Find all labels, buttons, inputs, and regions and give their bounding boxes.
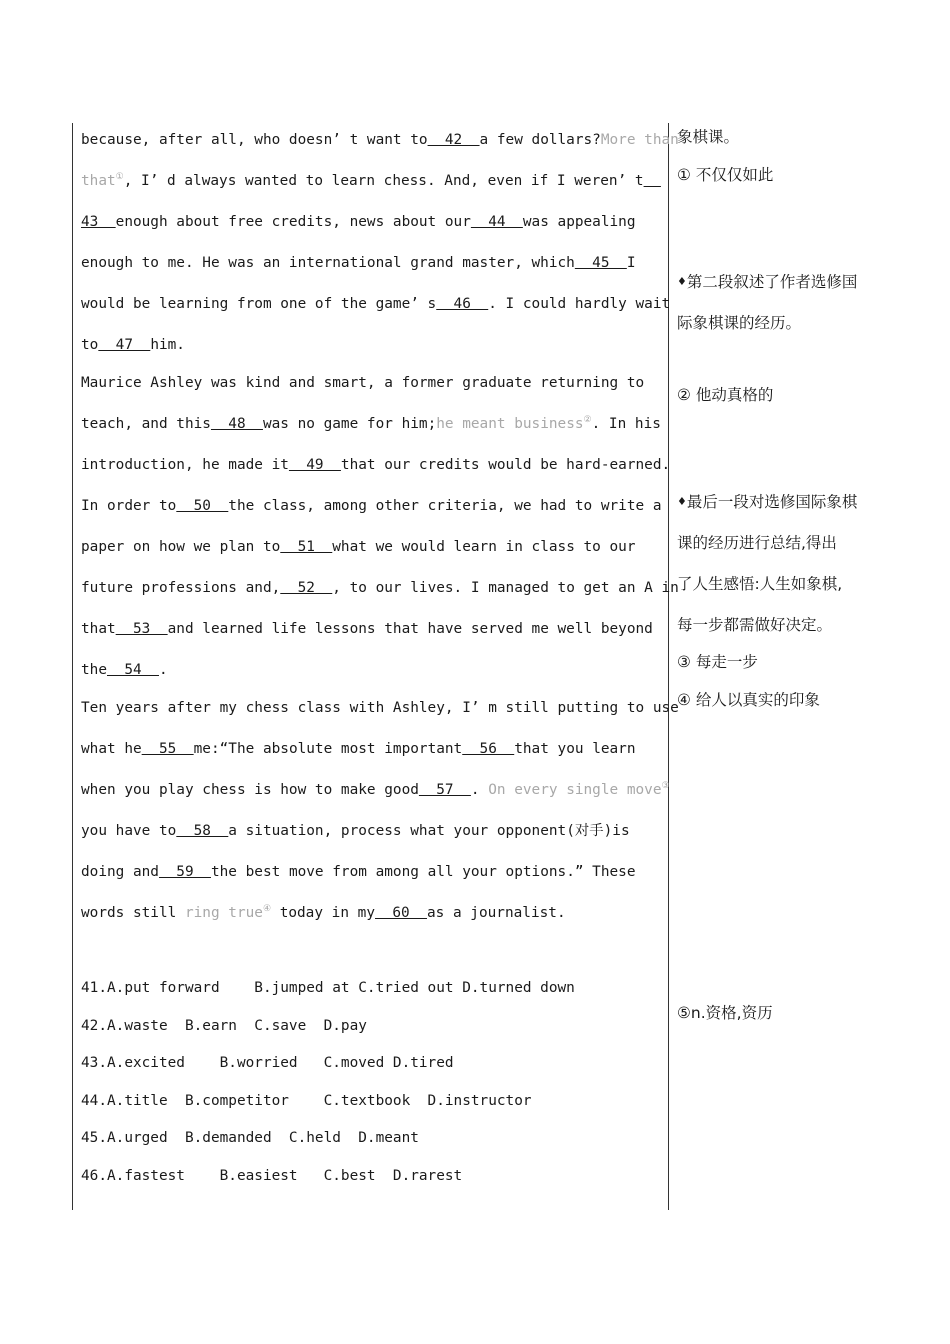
text: as a journalist.: [426, 905, 566, 921]
annotated-phrase-3: On every single move: [488, 782, 662, 798]
text: 课的经历进行总结,得出: [677, 534, 837, 552]
option-row-45[interactable]: 45.A.urged B.demanded C.held D.meant: [81, 1130, 419, 1147]
text: Ten years after my chess class with Ashley, I’ m still putting to use: [81, 700, 679, 716]
passage-line: [81, 120, 679, 161]
blank-51[interactable]: 51: [280, 539, 333, 555]
blank-60[interactable]: 60: [375, 905, 427, 921]
text: Maurice Ashley was kind and smart, a former graduate returning to: [81, 375, 645, 391]
column-divider-line: [668, 123, 669, 1210]
note-paragraph-2-summary: [677, 261, 942, 344]
blank-57[interactable]: 57: [418, 782, 471, 798]
passage-line: [81, 852, 663, 893]
text: that: [81, 621, 116, 637]
text: the: [81, 662, 107, 678]
passage-line: [81, 202, 663, 243]
text: that you learn: [514, 741, 636, 757]
passage-line: [81, 770, 670, 811]
passage-line: [81, 243, 663, 284]
text: him.: [150, 337, 185, 353]
text: 每一步都需做好决定。: [677, 616, 833, 634]
text: . I could hardly wait: [488, 296, 671, 312]
passage-line: [81, 325, 663, 366]
text: was no game for him;: [262, 416, 437, 432]
passage-line: [81, 688, 679, 729]
passage-line: [81, 284, 671, 325]
blank-43[interactable]: 43: [81, 214, 116, 230]
blank-52[interactable]: 52: [280, 580, 333, 596]
text: paper on how we plan to: [81, 539, 281, 555]
text: a few dollars?: [479, 132, 601, 148]
passage-line: [81, 486, 663, 527]
text: that our credits would be hard-earned.: [340, 457, 671, 473]
left-border-line: [72, 123, 73, 1210]
note-2: ② 他动真格的: [677, 386, 774, 404]
text: enough about free credits, news about our: [115, 214, 471, 230]
text: .: [470, 782, 489, 798]
annotated-phrase-2: he meant business: [436, 416, 584, 432]
text: 最后一段对选修国际象棋: [686, 493, 858, 511]
text: was appealing: [522, 214, 636, 230]
text: the best move from among all your options.” These: [210, 864, 636, 880]
text: teach, and this: [81, 416, 211, 432]
option-row-44[interactable]: 44.A.title B.competitor C.textbook D.instructor: [81, 1092, 532, 1109]
passage-line: [81, 161, 663, 202]
note-4: ④ 给人以真实的印象: [677, 691, 820, 709]
passage-line: [81, 404, 663, 445]
option-row-43[interactable]: 43.A.excited B.worried C.moved D.tired: [81, 1055, 454, 1072]
blank-43-start[interactable]: [644, 173, 661, 189]
text: and learned life lessons that have served me well beyond: [167, 621, 653, 637]
note-5: ⑤n.资格,资历: [677, 1004, 773, 1022]
annotated-phrase-4: ring true: [184, 905, 263, 921]
footnote-marker-1: ①: [115, 172, 124, 183]
text: because, after all, who doesn’ t want to: [81, 132, 428, 148]
blank-59[interactable]: 59: [158, 864, 211, 880]
text: when you play chess is how to make good: [81, 782, 419, 798]
option-row-41[interactable]: 41.A.put forward B.jumped at C.tried out D.turned down: [81, 980, 575, 996]
note-1: ① 不仅仅如此: [677, 166, 774, 184]
text: enough to me. He was an international grand master, which: [81, 255, 575, 271]
blank-54[interactable]: 54: [107, 662, 159, 678]
text: would be learning from one of the game’ s: [81, 296, 437, 312]
text: In order to: [81, 498, 177, 514]
footnote-marker-4: ④: [262, 904, 272, 915]
passage-column: [81, 120, 679, 934]
blank-49[interactable]: 49: [288, 457, 341, 473]
text: 际象棋课的经历。: [677, 314, 802, 332]
text: I: [626, 255, 636, 271]
text: , I’ d always wanted to learn chess. And, even if I weren’ t: [123, 173, 644, 189]
note-last-paragraph-summary: [677, 481, 942, 646]
text: 第二段叙述了作者选修国: [686, 273, 858, 291]
passage-line: [81, 811, 663, 852]
text: what we would learn in class to our: [332, 539, 636, 555]
text: future professions and,: [81, 580, 281, 596]
blank-56[interactable]: 56: [462, 741, 515, 757]
text: the class, among other criteria, we had to write a: [228, 498, 662, 514]
passage-line: [81, 568, 679, 609]
text: 了人生感悟:人生如象棋,: [677, 575, 843, 593]
passage-line: [81, 445, 671, 486]
passage-line: [81, 650, 663, 691]
blank-48[interactable]: 48: [210, 416, 263, 432]
option-row-42[interactable]: 42.A.waste B.earn C.save D.pay: [81, 1017, 367, 1034]
diamond-icon: ♦: [677, 495, 687, 508]
blank-55[interactable]: 55: [141, 741, 194, 757]
blank-46[interactable]: 46: [436, 296, 489, 312]
text: what he: [81, 741, 142, 757]
passage-line: [81, 893, 663, 934]
footnote-marker-2: ②: [583, 415, 592, 426]
passage-line: [81, 363, 663, 404]
text: words still: [81, 905, 185, 921]
footnote-marker-3: ③: [661, 781, 670, 792]
options-list: [81, 970, 663, 1196]
annotated-phrase-1: More than: [600, 132, 679, 148]
text: . In his: [591, 416, 661, 432]
note-chess-class: 象棋课。: [677, 128, 740, 146]
passage-line: [81, 729, 663, 770]
text: a situation, process what your opponent(对手)is: [228, 823, 630, 839]
blank-50[interactable]: 50: [176, 498, 229, 514]
diamond-icon: ♦: [677, 275, 687, 288]
blank-44[interactable]: 44: [470, 214, 523, 230]
text: , to our lives. I managed to get an A in: [332, 580, 679, 596]
text: me:“The absolute most important: [193, 741, 463, 757]
text: doing and: [81, 864, 159, 880]
option-row-46[interactable]: 46.A.fastest B.easiest C.best D.rarest: [81, 1167, 463, 1184]
text: today in my: [271, 905, 375, 921]
blank-47[interactable]: 47: [98, 337, 151, 353]
blank-58[interactable]: 58: [176, 823, 229, 839]
blank-53[interactable]: 53: [115, 621, 168, 637]
annotated-phrase-1-cont: that: [81, 173, 116, 189]
note-3: ③ 每走一步: [677, 653, 758, 671]
text: you have to: [81, 823, 177, 839]
passage-line: [81, 527, 663, 568]
passage-line: [81, 609, 663, 650]
blank-42[interactable]: 42: [427, 132, 480, 148]
blank-45[interactable]: 45: [574, 255, 627, 271]
text: introduction, he made it: [81, 457, 289, 473]
text: to: [81, 337, 99, 353]
text: .: [158, 662, 168, 678]
